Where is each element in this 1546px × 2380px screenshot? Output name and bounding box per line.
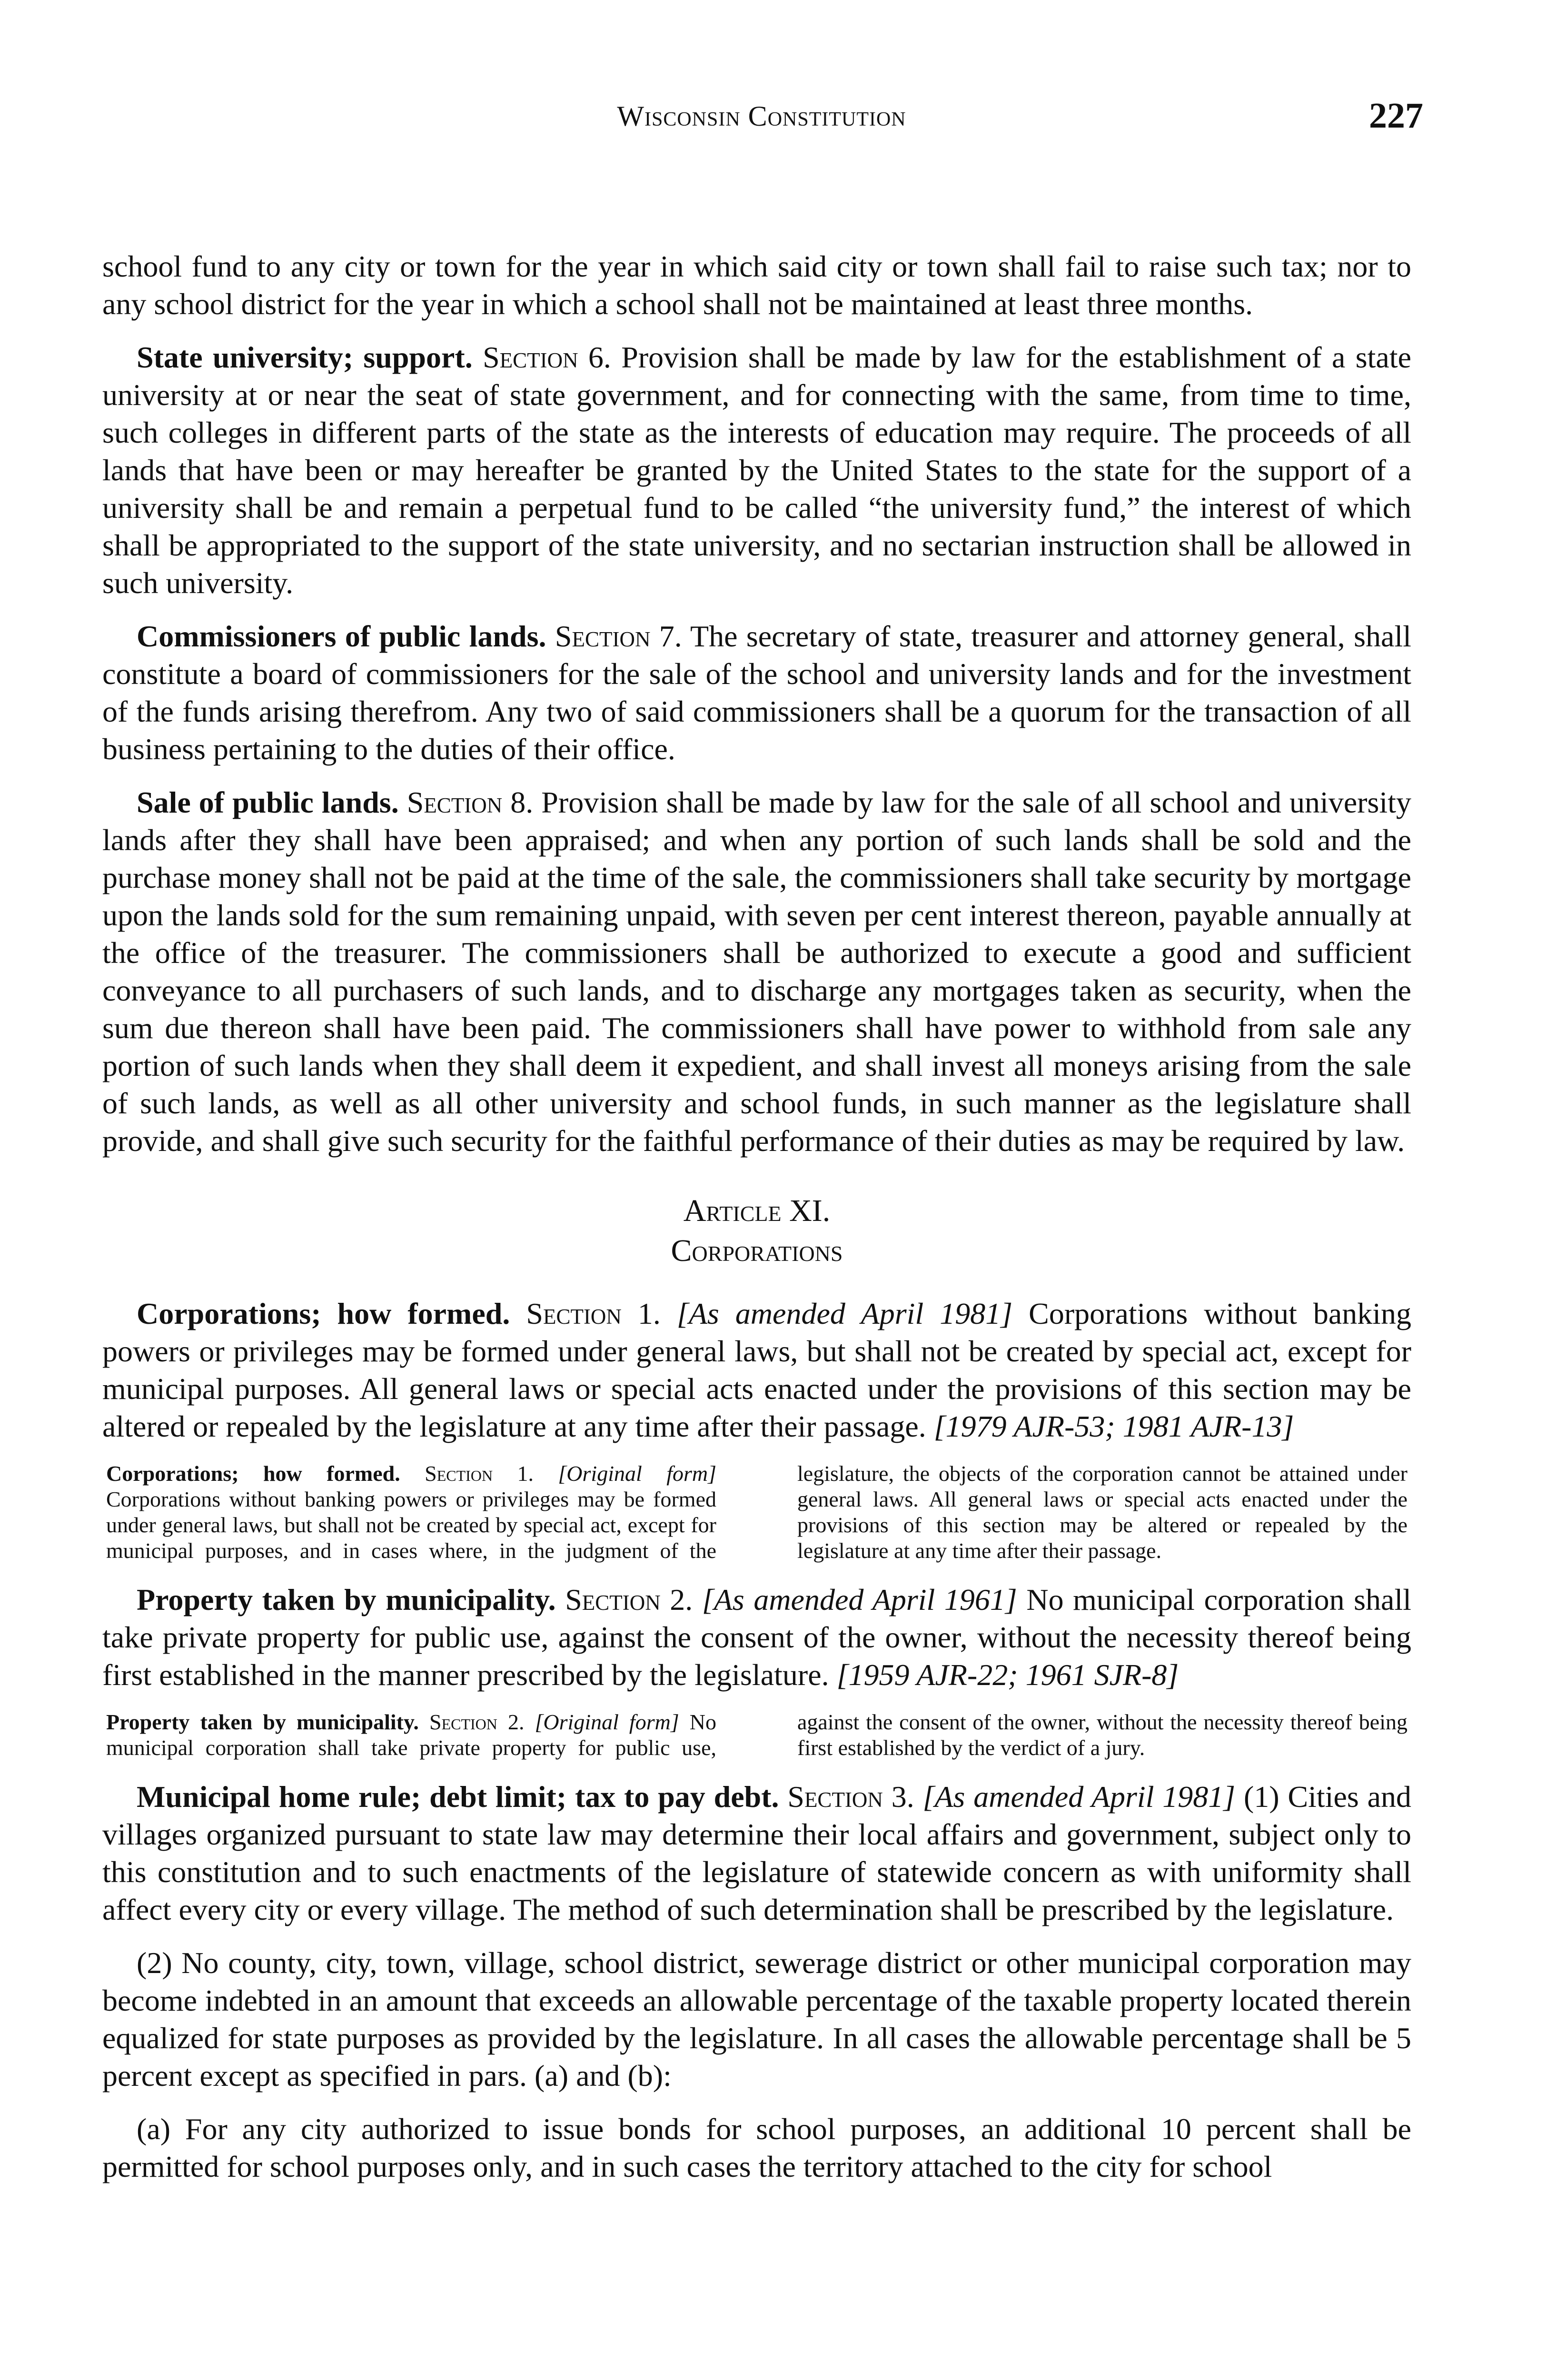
art11-section-2-citation: [1959 AJR-22; 1961 SJR-8] [836,1658,1179,1692]
section-8-text: Provision shall be made by law for the sale of all school and university lands after they shall have been appraised; and when any portion of such lands shall be sold and the purchase money shall not be paid at the time of the sale, the commissioners shall take security by mortgage upon the lands sold for the sum remaining unpaid, with seven per cent interest thereon, payable annually at the office of the treasurer. The commissioners shall be authorized to execute a good and sufficient conveyance to all purchasers of such lands, and to discharge any mortgages taken as security, when the sum due thereon shall have been paid. The commissioners shall have power to withhold from sale any portion of such lands when they shall deem it expedient, and shall invest all moneys arising from the sale of such lands, as well as all other university and school funds, in such manner as the legislature shall provide, and shall give such security for the faithful performance of their duties as may be required by law. [102,785,1412,1158]
section-7-paragraph [102,617,1411,768]
art11-section-3-sub-a-paragraph [102,2110,1411,2185]
section-8-heading: Sale of public lands. [137,785,399,819]
art11-section-3-text: (1) Cities and villages organized pursuant to state law may determine their local affairs and government, subject only to this constitution and to such enactments of the legislature of statewide concern as with uniformity shall affect every city or every village. The method of such determination shall be prescribed by the legislature. [102,1780,1412,1926]
section-6-paragraph [102,338,1411,602]
art11-section-1-label: Section 1. [526,1297,661,1330]
art11-section-1-amendment: [As amended April 1981] [676,1297,1013,1330]
article-heading [102,1191,1411,1271]
section-8-label: Section 8. [406,785,534,819]
art11-section-1-text: Corporations without banking powers or privileges may be formed under general laws, but shall not be created by special act, except for municipal purposes. All general laws or special acts enacted under the provisions of this section may be altered or repealed by the legislature at any time after their passage. [102,1297,1412,1443]
art11-section-3-sub2-paragraph [102,1944,1411,2094]
carryover-paragraph [102,248,1411,323]
art11-section-3-label: Section 3. [787,1780,914,1814]
art11-section-2-original-form-note [102,1709,1411,1761]
page-number: 227 [1369,96,1423,136]
art11-section-3-sub2-text: (2) No county, city, town, village, school district, sewerage district or other municipal corporation may become indebted in an amount that exceeds an allowable percentage of the taxable property located therein equalized for state purposes as provided by the legislature. In all cases the allowable percentage shall be 5 percent except as specified in pars. (a) and (b): [102,1946,1411,2092]
section-6-heading: State university; support. [137,340,473,374]
section-7-label: Section 7. [555,619,682,653]
section-6-label: Section 6. [483,340,611,374]
art11-section-2-text: No municipal corporation shall take private property for public use, against the consent of the owner, without the necessity thereof being first established in the manner prescribed by the legislature. [102,1583,1412,1692]
section-8-paragraph [102,783,1411,1160]
art11-section-2-paragraph [102,1581,1411,1694]
art11-section-1-citation: [1979 AJR-53; 1981 AJR-13] [933,1409,1294,1443]
note-1-label: Section 1. [425,1461,534,1486]
art11-section-3-paragraph [102,1778,1411,1928]
note-1-form-label: [Original form] [558,1461,716,1486]
art11-section-3-amendment: [As amended April 1981] [922,1780,1236,1814]
section-6-text: Provision shall be made by law for the establishment of a state university at or near the seat of state government, and for connecting with the same, from time to time, such colleges in different parts of the state as the interests of education may require. The proceeds of all lands that have been or may hereafter be granted by the United States to the state for the support of a university shall be and remain a perpetual fund to be called “the university fund,” the interest of which shall be appropriated to the support of the state university, and no sectarian instruction shall be allowed in such university. [102,340,1412,600]
running-title: Wisconsin Constitution [617,100,906,132]
art11-section-3-sub-a-text: (a) For any city authorized to issue bonds for school purposes, an additional 10 percent shall be permitted for school purposes only, and in such cases the territory attached to the city for school [102,2112,1411,2183]
art11-section-2-amendment: [As amended April 1961] [702,1583,1017,1616]
running-header [100,96,1423,143]
note-2-form-label: [Original form] [535,1710,679,1734]
art11-section-1-original-form-note [102,1461,1411,1564]
section-7-heading: Commissioners of public lands. [137,619,546,653]
note-2-text: No municipal corporation shall take private property for public use, against the consent of the owner, without the necessity thereof being first established by the verdict of a jury. [106,1710,1407,1760]
art11-section-3-heading: Municipal home rule; debt limit; tax to pay debt. [137,1780,779,1814]
article-label: Article XI. [683,1193,831,1228]
note-1-text: Corporations without banking powers or privileges may be formed under general laws, but shall not be created by special act, except for municipal purposes, and in cases where, in the judgment of the legislature, the objects of the corporation cannot be attained under general laws. All general laws or special acts enacted under the provisions of this section may be altered or repealed by the legislature at any time after their passage. [106,1461,1407,1563]
article-title: Corporations [671,1233,843,1268]
art11-section-2-label: Section 2. [565,1583,693,1616]
carryover-text: school fund to any city or town for the year in which said city or town shall fail to raise such tax; nor to any school district for the year in which a school shall not be maintained at least three months. [102,249,1411,321]
note-1-heading: Corporations; how formed. [106,1461,400,1486]
note-2-label: Section 2. [429,1710,525,1734]
art11-section-1-paragraph [102,1295,1411,1445]
section-7-text: The secretary of state, treasurer and attorney general, shall constitute a board of commissioners for the sale of the school and university lands and for the investment of the funds arising therefrom. Any two of said commissioners shall be a quorum for the transaction of all business pertaining to the duties of their office. [102,619,1412,766]
body-text [102,248,1411,2201]
art11-section-1-heading: Corporations; how formed. [137,1297,510,1330]
art11-section-2-heading: Property taken by municipality. [137,1583,556,1616]
note-2-heading: Property taken by municipality. [106,1710,419,1734]
